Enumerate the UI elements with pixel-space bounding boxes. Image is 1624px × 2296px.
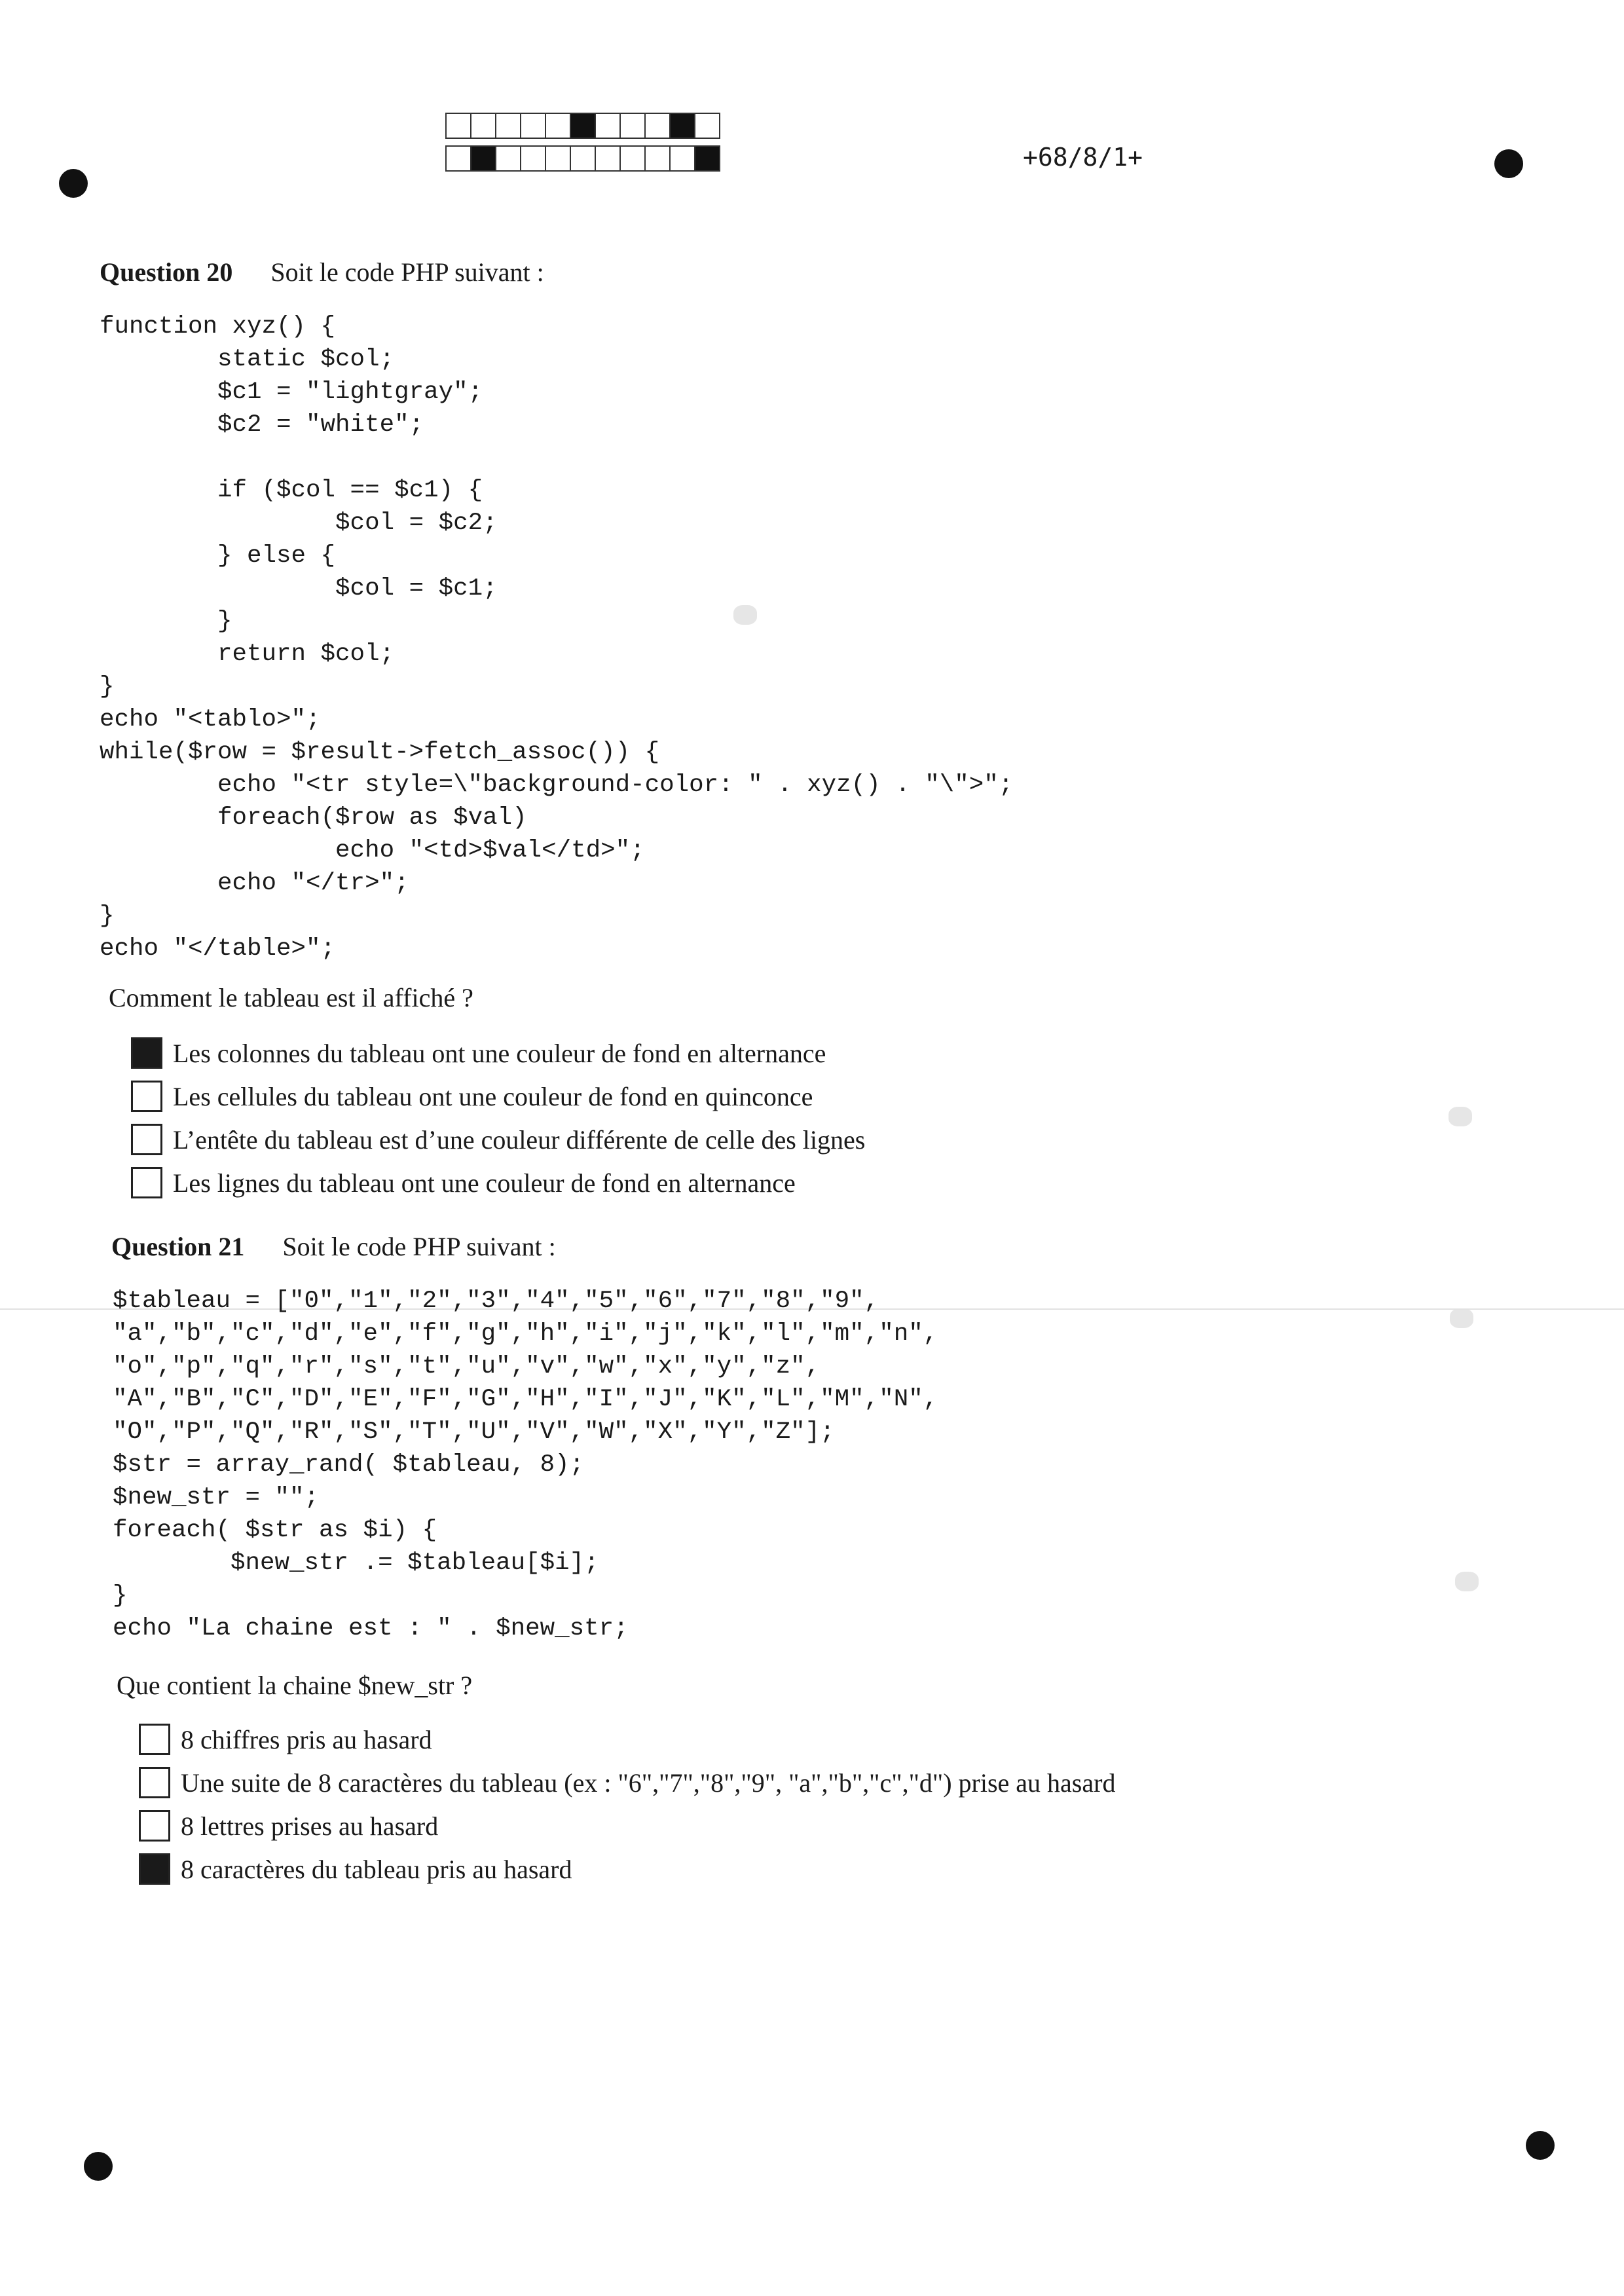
id-grid-cell	[445, 113, 471, 139]
question-20-label: Question 20	[100, 257, 233, 287]
id-grid-cell	[595, 145, 621, 172]
question-20-choice-3[interactable]	[131, 1124, 865, 1155]
id-grid-cell	[644, 113, 671, 139]
question-21-intro: Soit le code PHP suivant :	[282, 1232, 556, 1261]
question-21-label: Question 21	[111, 1232, 245, 1261]
checkbox[interactable]	[131, 1124, 162, 1155]
id-grid-cell	[669, 113, 695, 139]
checkbox[interactable]	[139, 1767, 170, 1798]
question-21-choice-4[interactable]	[139, 1853, 572, 1885]
question-21-choice-2[interactable]	[139, 1767, 1115, 1798]
id-grid-cell	[495, 113, 521, 139]
scan-smudge	[1449, 1107, 1472, 1126]
checkbox[interactable]	[139, 1810, 170, 1842]
choice-label: Les lignes du tableau ont une couleur de fond en alternance	[173, 1168, 796, 1198]
registration-mark-top-left	[59, 169, 88, 198]
question-21-choice-3[interactable]	[139, 1810, 438, 1842]
checkbox[interactable]	[131, 1167, 162, 1198]
id-grid-row-1	[445, 113, 719, 139]
page-code: +68/8/1+	[1023, 143, 1143, 172]
checkbox[interactable]	[131, 1037, 162, 1069]
id-grid-cell	[619, 113, 646, 139]
question-21-code: $tableau = ["0","1","2","3","4","5","6","7","8","9", "a","b","c","d","e","f","g","h","i","j","k","l","m","n", "o","p","q","r","s","t","u","v","w","x","y","z", "A","B","C","D","E","F","G","H","I","J","K","L","M","N", "O","P","Q","R","S","T","U","V","W","X","Y","Z"]; $str = array_rand( $tableau, 8); $new_str = ""; foreach( $str as $i) { $new_str .= $tableau[$i]; } echo "La chaine est : " . $new_str;	[113, 1287, 938, 1642]
id-grid-cell	[669, 145, 695, 172]
checkbox[interactable]	[139, 1724, 170, 1755]
question-21-title	[111, 1231, 556, 1262]
choice-label: L’entête du tableau est d’une couleur différente de celle des lignes	[173, 1124, 866, 1155]
id-grid-cell	[495, 145, 521, 172]
id-grid-cell	[545, 113, 571, 139]
id-grid-cell	[520, 113, 546, 139]
id-grid-cell	[694, 113, 720, 139]
choice-label: Les cellules du tableau ont une couleur de fond en quinconce	[173, 1081, 813, 1111]
id-grid-cell	[644, 145, 671, 172]
scan-smudge	[1450, 1308, 1473, 1328]
choice-label: 8 chiffres pris au hasard	[181, 1724, 432, 1754]
question-21-prompt: Que contient la chaine $new_str ?	[117, 1671, 473, 1700]
choice-label: Les colonnes du tableau ont une couleur de fond en alternance	[173, 1038, 826, 1068]
checkbox[interactable]	[131, 1081, 162, 1112]
question-20-choice-2[interactable]	[131, 1081, 813, 1112]
id-grid-cell	[619, 145, 646, 172]
question-20-choice-1[interactable]	[131, 1037, 826, 1069]
id-grid-cell	[520, 145, 546, 172]
question-21-choice-1[interactable]	[139, 1724, 432, 1755]
id-grid-cell	[470, 145, 496, 172]
registration-mark-top-right	[1494, 149, 1523, 178]
checkbox[interactable]	[139, 1853, 170, 1885]
id-grid-cell	[595, 113, 621, 139]
id-grid-cell	[570, 113, 596, 139]
question-20-prompt: Comment le tableau est il affiché ?	[109, 983, 473, 1012]
id-grid-cell	[470, 113, 496, 139]
id-grid-cell	[694, 145, 720, 172]
id-grid-cell	[445, 145, 471, 172]
id-grid-cell	[570, 145, 596, 172]
choice-label: 8 lettres prises au hasard	[181, 1811, 439, 1841]
question-20-title	[100, 257, 544, 287]
question-20-choice-4[interactable]	[131, 1167, 796, 1198]
choice-label: 8 caractères du tableau pris au hasard	[181, 1854, 572, 1884]
registration-mark-bottom-right	[1526, 2131, 1555, 2160]
choice-label: Une suite de 8 caractères du tableau (ex : "6","7","8","9", "a","b","c","d") prise au hasard	[181, 1768, 1116, 1798]
id-grid-row-2	[445, 145, 719, 172]
registration-mark-bottom-left	[84, 2152, 113, 2181]
question-20-code: function xyz() { static $col; $c1 = "lightgray"; $c2 = "white"; if ($col == $c1) { $col = $c2; } else { $col = $c1; } return $col; } echo "<tablo>"; while($row = $result->fetch_assoc()) { echo "<tr style=\"background-color: " . xyz() . "\">"; foreach($row as $val) echo "<td>$val</td>"; echo "</tr>"; } echo "</table>";	[100, 313, 1014, 963]
question-20-intro: Soit le code PHP suivant :	[270, 257, 544, 287]
scan-smudge	[1455, 1572, 1479, 1591]
id-grid-cell	[545, 145, 571, 172]
